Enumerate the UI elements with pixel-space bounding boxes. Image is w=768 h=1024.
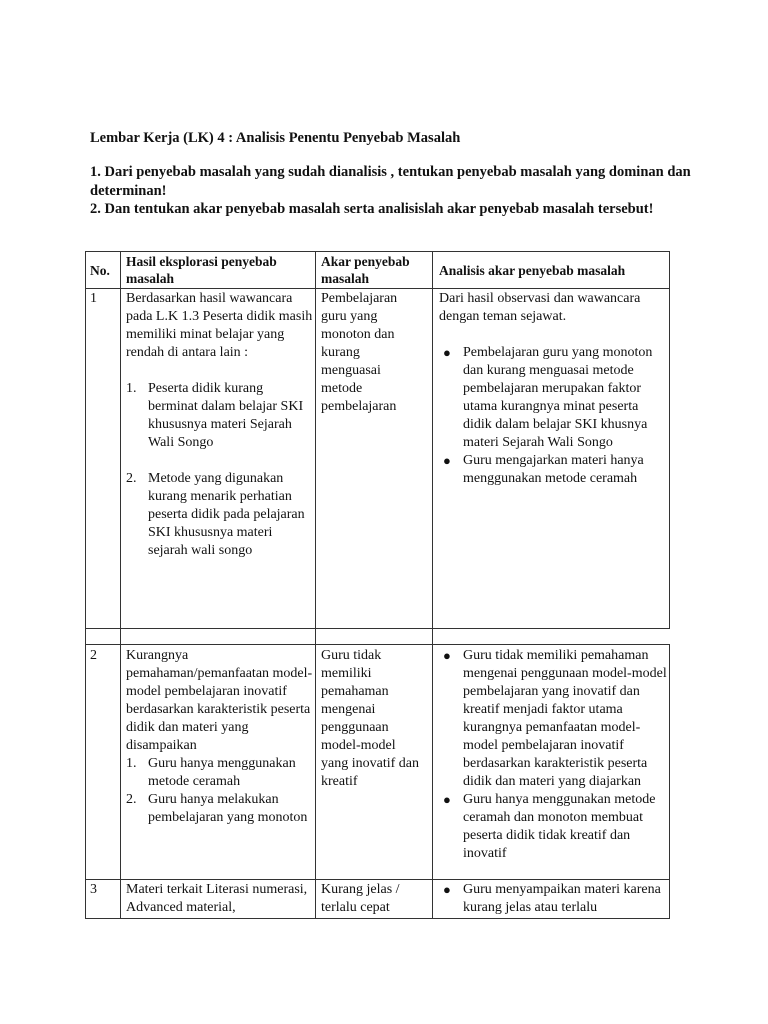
header-hasil: Hasil eksplorasi penyebab masalah [126, 254, 277, 286]
table-row-divider [85, 644, 670, 645]
bullet-icon: ● [443, 648, 451, 663]
list-item: ● Guru tidak memiliki pemahaman mengenai penggunaan model-model pembelajaran yang inovatif dan kreatif menjadi faktor utama kurangnya pemanfaatan model-model pembelajaran inovatif berdasarkan karakteristik peserta didik dan materi yang diajarkan [443, 648, 667, 789]
row3-akar: Kurang jelas / terlalu cepat [321, 882, 400, 915]
instruction-1: 1. Dari penyebab masalah yang sudah dianalisis , tentukan penyebab masalah yang dominan dan determinan! [90, 164, 691, 199]
table-border-left [85, 251, 86, 918]
list-item: ● Guru menyampaikan materi karena kurang jelas atau terlalu [443, 882, 661, 915]
list-item: ● Pembelajaran guru yang monoton dan kurang menguasai metode pembelajaran merupakan faktor utama kurangnya minat peserta didik dalam belajar SKI khusnya materi Sejarah Wali Songo [443, 345, 653, 450]
row1-hasil [126, 290, 313, 560]
row1-analisis-list [439, 344, 667, 488]
row2-akar: Guru tidak memiliki pemahaman mengenai penggunaan model-model yang inovatif dan kreatif [321, 648, 419, 789]
bullet-icon: ● [443, 345, 451, 360]
row1-hasil-list [126, 380, 313, 560]
table-row-divider [85, 628, 670, 629]
table-col-divider [315, 251, 316, 918]
header-no: No. [90, 263, 110, 278]
row1-analisis [439, 290, 667, 488]
table-border-bottom [85, 918, 670, 919]
header-akar: Akar penyebab masalah [321, 254, 410, 286]
bullet-icon: ● [443, 453, 451, 468]
list-item: 2. Guru hanya melakukan pembelajaran yang monoton [126, 792, 308, 825]
row3-analisis [439, 881, 667, 917]
row2-hasil-intro: Kurangnya pemahaman/pemanfaatan model-model pembelajaran inovatif berdasarkan karakteristik peserta didik dan materi yang disampaikan [126, 648, 313, 753]
row3-hasil: Materi terkait Literasi numerasi, Advanced material, [126, 882, 308, 915]
bullet-icon: ● [443, 882, 451, 897]
table-border-top [85, 251, 670, 252]
list-item: 2. Metode yang digunakan kurang menarik perhatian peserta didik pada pelajaran SKI khususnya materi sejarah wali songo [126, 471, 305, 558]
bullet-icon: ● [443, 792, 451, 807]
row1-analisis-intro: Dari hasil observasi dan wawancara dengan teman sejawat. [439, 291, 641, 324]
instruction-2: 2. Dan tentukan akar penyebab masalah serta analisislah akar penyebab masalah tersebut! [90, 201, 654, 217]
list-item: ● Guru mengajarkan materi hanya menggunakan metode ceramah [443, 453, 644, 486]
list-item: ● Guru hanya menggunakan metode ceramah dan monoton membuat peserta didik tidak kreatif dan inovatif [443, 792, 656, 861]
table-header-divider [85, 288, 670, 289]
row3-analisis-list [439, 881, 667, 917]
row2-hasil [126, 647, 313, 827]
row1-hasil-intro: Berdasarkan hasil wawancara pada L.K 1.3 Peserta didik masih memiliki minat belajar yang rendah di antara lain : [126, 291, 313, 360]
table-border-right [669, 644, 670, 918]
row1-no: 1 [90, 291, 97, 306]
instructions [90, 163, 700, 219]
table-col-divider [432, 251, 433, 918]
row2-analisis [439, 647, 667, 863]
list-item: 1. Guru hanya menggunakan metode ceramah [126, 756, 296, 789]
header-analisis: Analisis akar penyebab masalah [439, 263, 626, 278]
row3-no: 3 [90, 882, 97, 897]
table-row-divider [85, 879, 670, 880]
row2-analisis-list [439, 647, 667, 863]
row2-hasil-list [126, 755, 313, 827]
row1-akar: Pembelajaran guru yang monoton dan kurang menguasai metode pembelajaran [321, 291, 398, 414]
table-border-right [669, 251, 670, 628]
table-col-divider [120, 251, 121, 918]
row2-no: 2 [90, 648, 97, 663]
list-item: 1. Peserta didik kurang berminat dalam belajar SKI khususnya materi Sejarah Wali Songo [126, 381, 304, 450]
page-title: Lembar Kerja (LK) 4 : Analisis Penentu Penyebab Masalah [90, 130, 461, 146]
